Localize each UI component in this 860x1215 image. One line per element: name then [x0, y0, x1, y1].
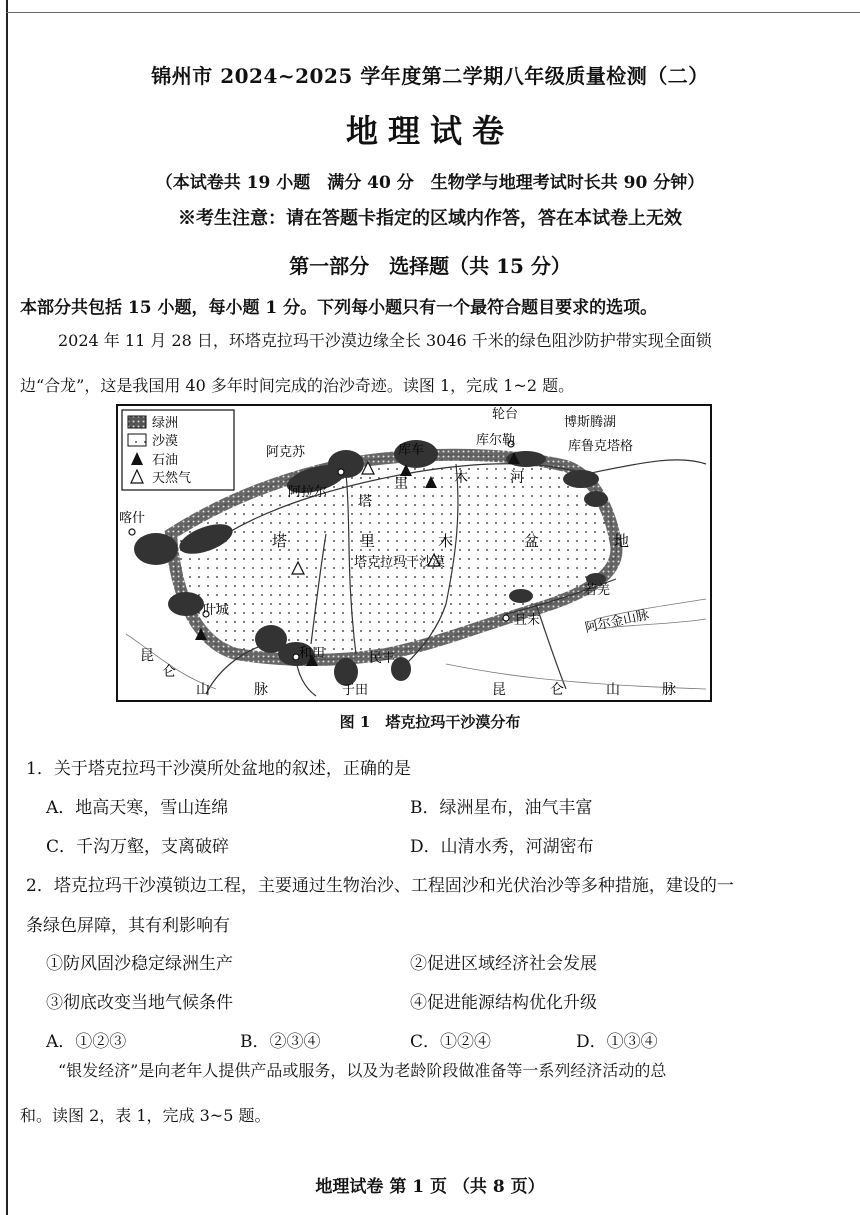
section-title: 第一部分 选择题（共 15 分） — [289, 254, 571, 278]
label-bosten: 博斯腾湖 — [564, 415, 617, 430]
exam-header-title: 锦州市 2024~2025 学年度第二学期八年级质量检测（二） — [151, 64, 709, 88]
basin-char-1: 塔 — [272, 532, 288, 550]
legend-oil: 石油 — [152, 453, 179, 468]
kunlun-bottom-2: 仑 — [550, 682, 564, 698]
label-minfeng: 民丰 — [369, 651, 396, 666]
q1-option-a: A．地高天寒，雪山连绵 — [46, 798, 229, 818]
legend-gas: 天然气 — [152, 471, 192, 486]
exam-notice: ※考生注意：请在答题卡指定的区域内作答，答在本试卷上无效 — [178, 208, 682, 229]
basin-char-4: 盆 — [524, 532, 540, 550]
q2-option-c: C．①②④ — [410, 1032, 492, 1052]
q2-option-b: B．②③④ — [240, 1032, 321, 1052]
label-alar: 阿拉尔 — [288, 485, 328, 500]
label-aksu: 阿克苏 — [266, 445, 306, 460]
figure-1-caption: 图 1 塔克拉玛干沙漠分布 — [339, 713, 521, 731]
label-yecheng: 叶城 — [203, 603, 230, 618]
q2-statement-2: ②促进区域经济社会发展 — [410, 954, 597, 974]
section-instruction: 本部分共包括 15 小题，每小题 1 分。下列每小题只有一个最符合题目要求的选项。 — [20, 298, 658, 318]
label-kuqa: 库车 — [398, 443, 425, 458]
taklimakan-map — [116, 404, 712, 702]
label-korla: 库尔勒 — [476, 433, 516, 448]
river-char-2: 里 — [394, 476, 408, 492]
q1-option-b: B．绿洲星布，油气丰富 — [410, 798, 593, 818]
page-top-border — [6, 12, 860, 13]
map-legend — [122, 410, 234, 490]
kunlun-bottom-4: 脉 — [662, 682, 676, 698]
q2-option-d: D．①③④ — [576, 1032, 658, 1052]
label-altun: 阿尔金山脉 — [583, 607, 651, 636]
q2-option-a: A．①②③ — [46, 1032, 127, 1052]
basin-char-2: 里 — [360, 532, 376, 550]
label-kashgar: 喀什 — [119, 511, 146, 526]
river-char-3: 木 — [454, 470, 468, 486]
basin-char-5: 地 — [614, 532, 630, 550]
passage-1-line-1: 2024 年 11 月 28 日，环塔克拉玛干沙漠边缘全长 3046 千米的绿色阻沙防护带实现全面锁 — [58, 331, 712, 350]
label-qiemo: 且末 — [514, 613, 541, 628]
passage-2-line-2: 和。读图 2，表 1，完成 3~5 题。 — [20, 1106, 271, 1125]
question-2-stem-line-1: 2．塔克拉玛干沙漠锁边工程，主要通过生物治沙、工程固沙和光伏治沙等多种措施，建设的一 — [26, 876, 734, 896]
legend-oasis-swatch — [128, 416, 146, 428]
label-yutian: 于田 — [342, 683, 369, 698]
kunlun-left-1: 昆 — [140, 648, 154, 664]
passage-2 — [20, 1048, 840, 1138]
passage-1 — [20, 318, 840, 408]
passage-1-line-2: 边“合龙”，这是我国用 40 多年时间完成的治沙奇迹。读图 1，完成 1~2 题。 — [20, 376, 575, 395]
kunlun-left-4: 脉 — [254, 682, 268, 698]
question-2-stem-line-2: 条绿色屏障，其有利影响有 — [26, 916, 230, 936]
page-footer: 地理试卷 第 1 页 （共 8 页） — [315, 1177, 545, 1197]
label-kuruktag: 库鲁克塔格 — [568, 439, 634, 454]
label-luntai: 轮台 — [492, 407, 519, 422]
river-char-4: 河 — [510, 470, 524, 486]
legend-desert: 沙漠 — [152, 434, 179, 449]
question-1-stem: 1．关于塔克拉玛干沙漠所处盆地的叙述，正确的是 — [26, 759, 411, 779]
label-ruoqiang: 若羌 — [584, 583, 611, 598]
subject-title: 地理试卷 — [345, 112, 514, 150]
kunlun-left-2: 仑 — [162, 664, 176, 680]
kunlun-bottom-3: 山 — [606, 682, 620, 698]
q1-option-c: C．千沟万壑，支离破碎 — [46, 837, 230, 857]
passage-2-line-1: “银发经济”是向老年人提供产品或服务，以及为老龄阶段做准备等一系列经济活动的总 — [58, 1061, 667, 1080]
q2-statement-3: ③彻底改变当地气候条件 — [46, 993, 233, 1013]
legend-desert-swatch — [128, 434, 146, 446]
legend-oasis: 绿洲 — [152, 416, 179, 431]
q1-option-d: D．山清水秀，河湖密布 — [410, 837, 594, 857]
basin-char-3: 木 — [438, 532, 454, 550]
label-desert: 塔克拉玛干沙漠 — [354, 555, 446, 570]
label-hotan: 和田 — [299, 646, 326, 661]
kunlun-left-3: 山 — [196, 682, 210, 698]
exam-info: （本试卷共 19 小题 满分 40 分 生物学与地理考试时长共 90 分钟） — [155, 173, 705, 193]
q2-statement-1: ①防风固沙稳定绿洲生产 — [46, 954, 233, 974]
river-char-1: 塔 — [358, 494, 372, 510]
q2-statement-4: ④促进能源结构优化升级 — [410, 993, 597, 1013]
kunlun-bottom-1: 昆 — [492, 682, 506, 698]
